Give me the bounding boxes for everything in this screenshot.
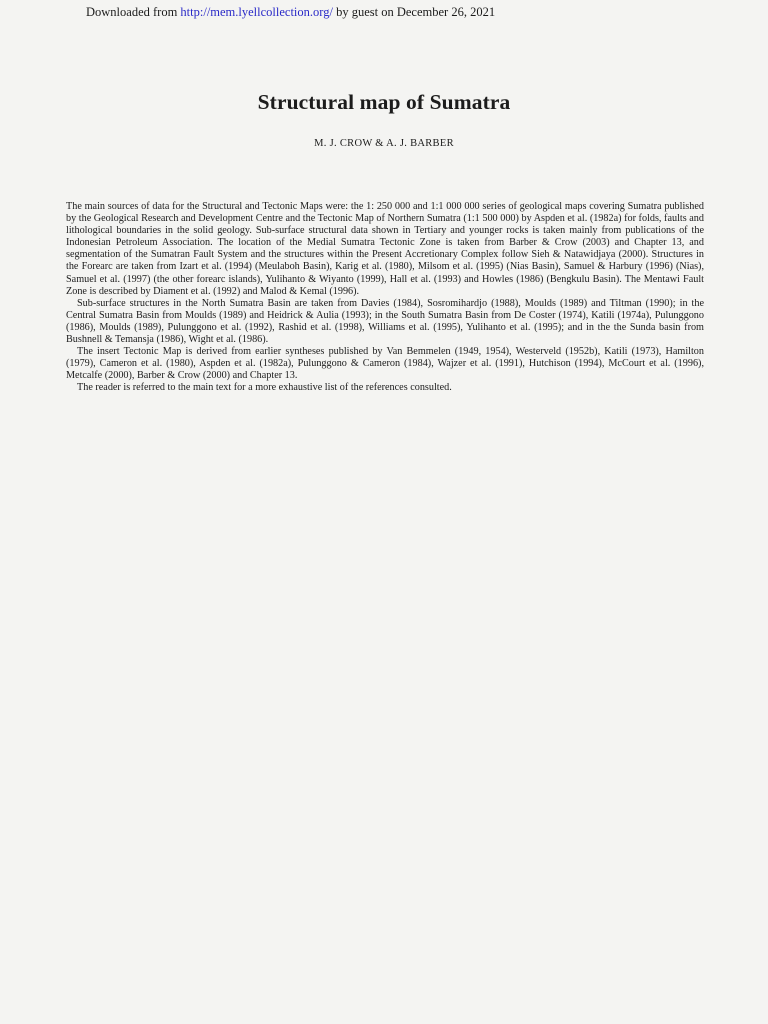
body-paragraph-2: Sub-surface structures in the North Sumatra Basin are taken from Davies (1984), Sosromihardjo (1988), Moulds (1989) and Tiltman (1990); in the Central Sumatra Basin from Moulds (1989) and Heidrick & Aulia (1993); in the South Sumatra Basin from De Coster (1974), Katili (1974a), Pulunggono (1986), Moulds (1989), Pulunggono et al. (1992), Rashid et al. (1998), Williams et al. (1995), Yulihanto et al. (1995); and in the the Sunda basin from Bushnell & Temansja (1986), Wight et al. (1986).	[66, 297, 704, 346]
download-notice	[86, 5, 495, 20]
source-link[interactable]: http://mem.lyellcollection.org/	[180, 5, 333, 19]
paper-authors: M. J. CROW & A. J. BARBER	[314, 138, 454, 149]
paper-title: Structural map of Sumatra	[257, 90, 511, 114]
download-prefix: Downloaded from	[86, 5, 181, 19]
body-paragraph-1: The main sources of data for the Structural and Tectonic Maps were: the 1: 250 000 and 1:1 000 000 series of geological maps covering Sumatra published by the Geological Research and Development Centre and the Tectonic Map of Northern Sumatra (1:1 500 000) by Aspden et al. (1982a) for folds, faults and lithological boundaries in the solid geology. Sub-surface structural data shown in Tertiary and younger rocks is taken mainly from publications of the Indonesian Petroleum Association. The location of the Medial Sumatra Tectonic Zone is taken from Barber & Crow (2003) and Chapter 13, and segmentation of the Sumatran Fault System and the structures within the Present Accretionary Complex follow Sieh & Natawidjaya (2000). Structures in the Forearc are taken from Izart et al. (1994) (Meulaboh Basin), Karig et al. (1980), Milsom et al. (1995) (Nias Basin), Samuel & Harbury (1996) (Nias), Samuel et al. (1997) (the other forearc islands), Yulihanto & Wiyanto (1999), Hall et al. (1993) and Howles (1986) (Bengkulu Basin). The Mentawi Fault Zone is described by Diament et al. (1992) and Malod & Kemal (1996).	[66, 201, 704, 297]
body-paragraph-3: The insert Tectonic Map is derived from earlier syntheses published by Van Bemmelen (1949, 1954), Westerveld (1952b), Katili (1973), Hamilton (1979), Cameron et al. (1980), Aspden et al. (1982a), Pulunggono & Cameron (1984), Wajzer et al. (1991), Hutchison (1994), McCourt et al. (1996), Metcalfe (2000), Barber & Crow (2000) and Chapter 13.	[66, 346, 704, 382]
paper-body	[66, 201, 704, 395]
download-suffix: by guest on December 26, 2021	[332, 5, 496, 19]
body-paragraph-4: The reader is referred to the main text for a more exhaustive list of the references consulted.	[77, 382, 452, 394]
